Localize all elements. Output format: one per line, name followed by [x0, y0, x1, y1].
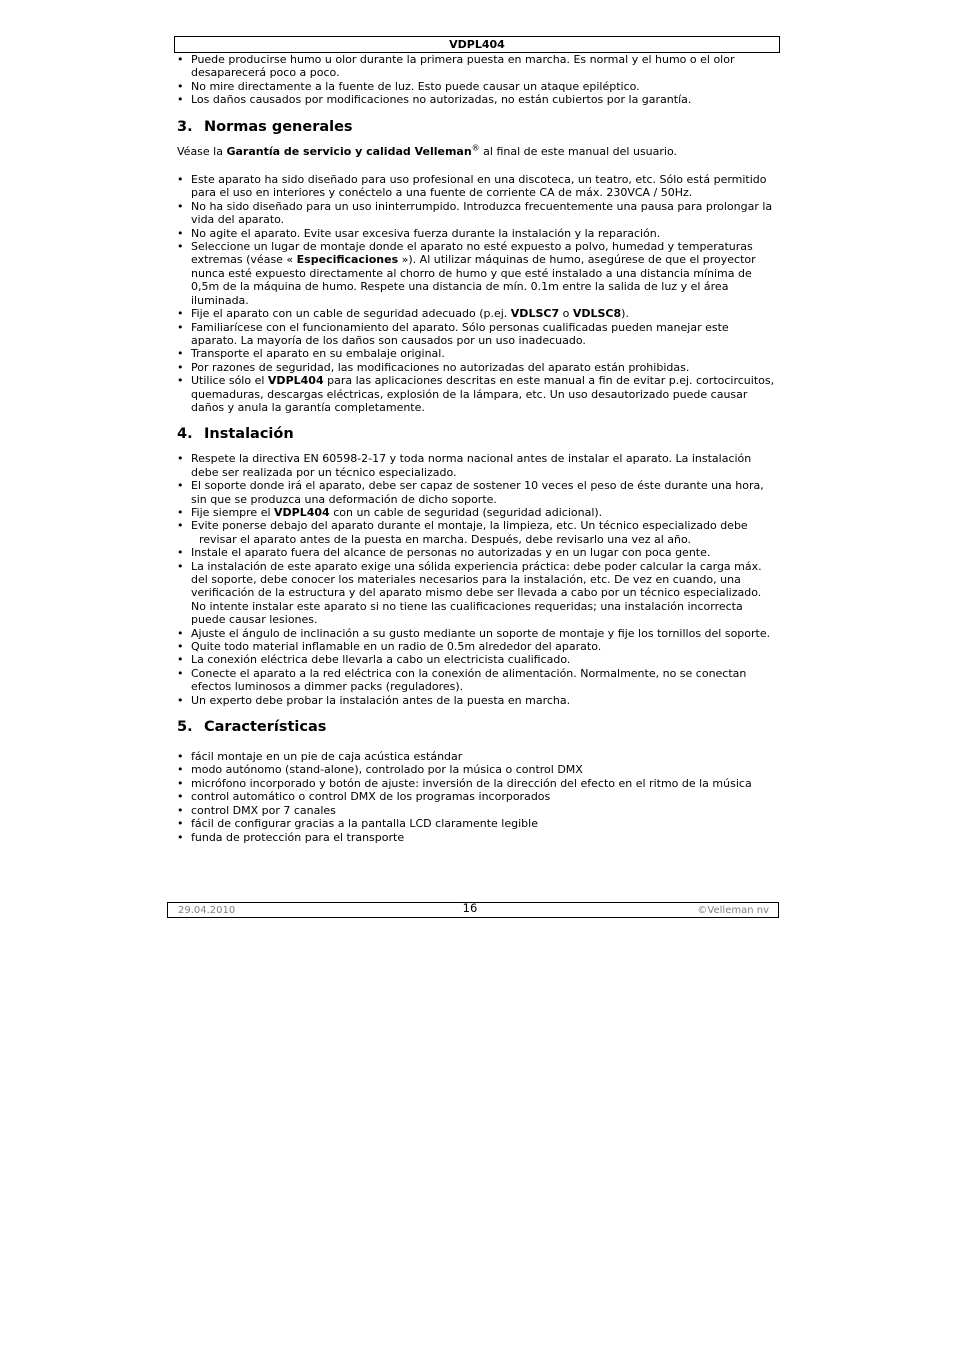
footer-date: 29.04.2010 — [178, 905, 236, 916]
list-item: • Por razones de seguridad, las modificaciones no autorizadas del aparato están prohibidas. — [177, 361, 777, 374]
list-item: • Un experto debe probar la instalación antes de la puesta en marcha. — [177, 694, 777, 707]
list-item: • Respete la directiva EN 60598-2-17 y toda norma nacional antes de instalar el aparato. La instalación debe ser realizada por un técnico especializado. — [177, 452, 777, 479]
list-item: • Conecte el aparato a la red eléctrica con la conexión de alimentación. Normalmente, no se conectan efectos luminosos a dimmer packs (reguladores). — [177, 667, 777, 694]
list-item: • No ha sido diseñado para un uso ininterrumpido. Introduzca frecuentemente una pausa para prolongar la vida del aparato. — [177, 200, 777, 227]
list-item: • control DMX por 7 canales — [177, 804, 777, 817]
list-item: • Puede producirse humo u olor durante la primera puesta en marcha. Es normal y el humo o el olor desaparecerá poco a poco. — [177, 53, 777, 80]
list-item: • Este aparato ha sido diseñado para uso profesional en una discoteca, un teatro, etc. Sólo está permitido para el uso en interiores y conéctelo a una fuente de corriente CA de máx. 230VCA / 50Hz. — [177, 173, 777, 200]
list-item: • modo autónomo (stand-alone), controlado por la música o control DMX — [177, 763, 777, 776]
list-item: • Seleccione un lugar de montaje donde el aparato no esté expuesto a polvo, humedad y temperaturas extremas (véase « Especificaciones »). Al utilizar máquinas de humo, asegúrese de que el proyector nunca esté expuesto directamente al chorro de humo y que esté instalado a una distancia mínima de 0,5m de la máquina de humo. Respete una distancia de mín. 0.1m entre la salida de luz y el área iluminada. — [177, 240, 777, 307]
section-heading-normas: 3. Normas generales — [177, 118, 353, 135]
list-item: • Los daños causados por modificaciones no autorizadas, no están cubiertos por la garantía. — [177, 93, 777, 106]
list-item: • Transporte el aparato en su embalaje original. — [177, 347, 777, 360]
page-footer — [167, 902, 779, 918]
section-heading-instalacion: 4. Instalación — [177, 426, 294, 443]
page-number: 16 — [462, 901, 478, 915]
section4-list — [177, 452, 777, 707]
list-item: • micrófono incorporado y botón de ajuste: inversión de la dirección del efecto en el ritmo de la música — [177, 777, 777, 790]
list-item: • fácil de configurar gracias a la pantalla LCD claramente legible — [177, 817, 777, 830]
section-intro: Véase la Garantía de servicio y calidad Velleman® al final de este manual del usuario. — [177, 142, 678, 158]
header-title: VDPL404 — [449, 38, 505, 51]
list-item: • No agite el aparato. Evite usar excesiva fuerza durante la instalación y la reparación. — [177, 227, 777, 240]
top-list — [177, 53, 777, 107]
page-header — [174, 36, 780, 53]
list-item: • Utilice sólo el VDPL404 para las aplicaciones descritas en este manual a fin de evitar p.ej. cortocircuitos, quemaduras, descargas eléctricas, explosión de la lámpara, etc. Un uso desautorizado puede causar daños y anula la garantía completamente. — [177, 374, 777, 414]
list-item: • Fije el aparato con un cable de seguridad adecuado (p.ej. VDLSC7 o VDLSC8). — [177, 307, 777, 320]
list-item: • Quite todo material inflamable en un radio de 0.5m alrededor del aparato. — [177, 640, 777, 653]
list-item: • control automático o control DMX de los programas incorporados — [177, 790, 777, 803]
list-item: • La instalación de este aparato exige una sólida experiencia práctica: debe poder calcular la carga máx. del soporte, debe conocer los materiales necesarios para la instalación, etc. De vez en cuando, una verificación de la estructura y del aparato mismo debe ser llevada a cabo por un técnico especializado. No intente instalar este aparato si no tiene las cualificaciones requeridas; una instalación incorrecta puede causar lesiones. — [177, 560, 777, 627]
list-item: • fácil montaje en un pie de caja acústica estándar — [177, 750, 777, 763]
section5-list — [177, 750, 777, 844]
section3-list — [177, 173, 777, 414]
list-item: • Instale el aparato fuera del alcance de personas no autorizadas y en un lugar con poca gente. — [177, 546, 777, 559]
footer-copyright: ©Velleman nv — [697, 905, 769, 916]
list-item: • La conexión eléctrica debe llevarla a cabo un electricista cualificado. — [177, 653, 777, 666]
list-item: • Ajuste el ángulo de inclinación a su gusto mediante un soporte de montaje y fije los tornillos del soporte. — [177, 627, 777, 640]
page-content — [177, 53, 777, 844]
list-item: • El soporte donde irá el aparato, debe ser capaz de sostener 10 veces el peso de éste durante una hora, sin que se produzca una deformación de dicho soporte. — [177, 479, 777, 506]
list-item: • No mire directamente a la fuente de luz. Esto puede causar un ataque epiléptico. — [177, 80, 777, 93]
section-heading-caracteristicas: 5. Características — [177, 719, 327, 736]
list-item: • Fije siempre el VDPL404 con un cable de seguridad (seguridad adicional). — [177, 506, 777, 519]
list-item: • funda de protección para el transporte — [177, 831, 777, 844]
list-item: • Evite ponerse debajo del aparato durante el montaje, la limpieza, etc. Un técnico especializado debe revisar el aparato antes de la puesta en marcha. Después, debe revisarlo una vez al año. — [177, 519, 777, 546]
list-item: • Familiarícese con el funcionamiento del aparato. Sólo personas cualificadas pueden manejar este aparato. La mayoría de los daños son causados por un uso inadecuado. — [177, 321, 777, 348]
